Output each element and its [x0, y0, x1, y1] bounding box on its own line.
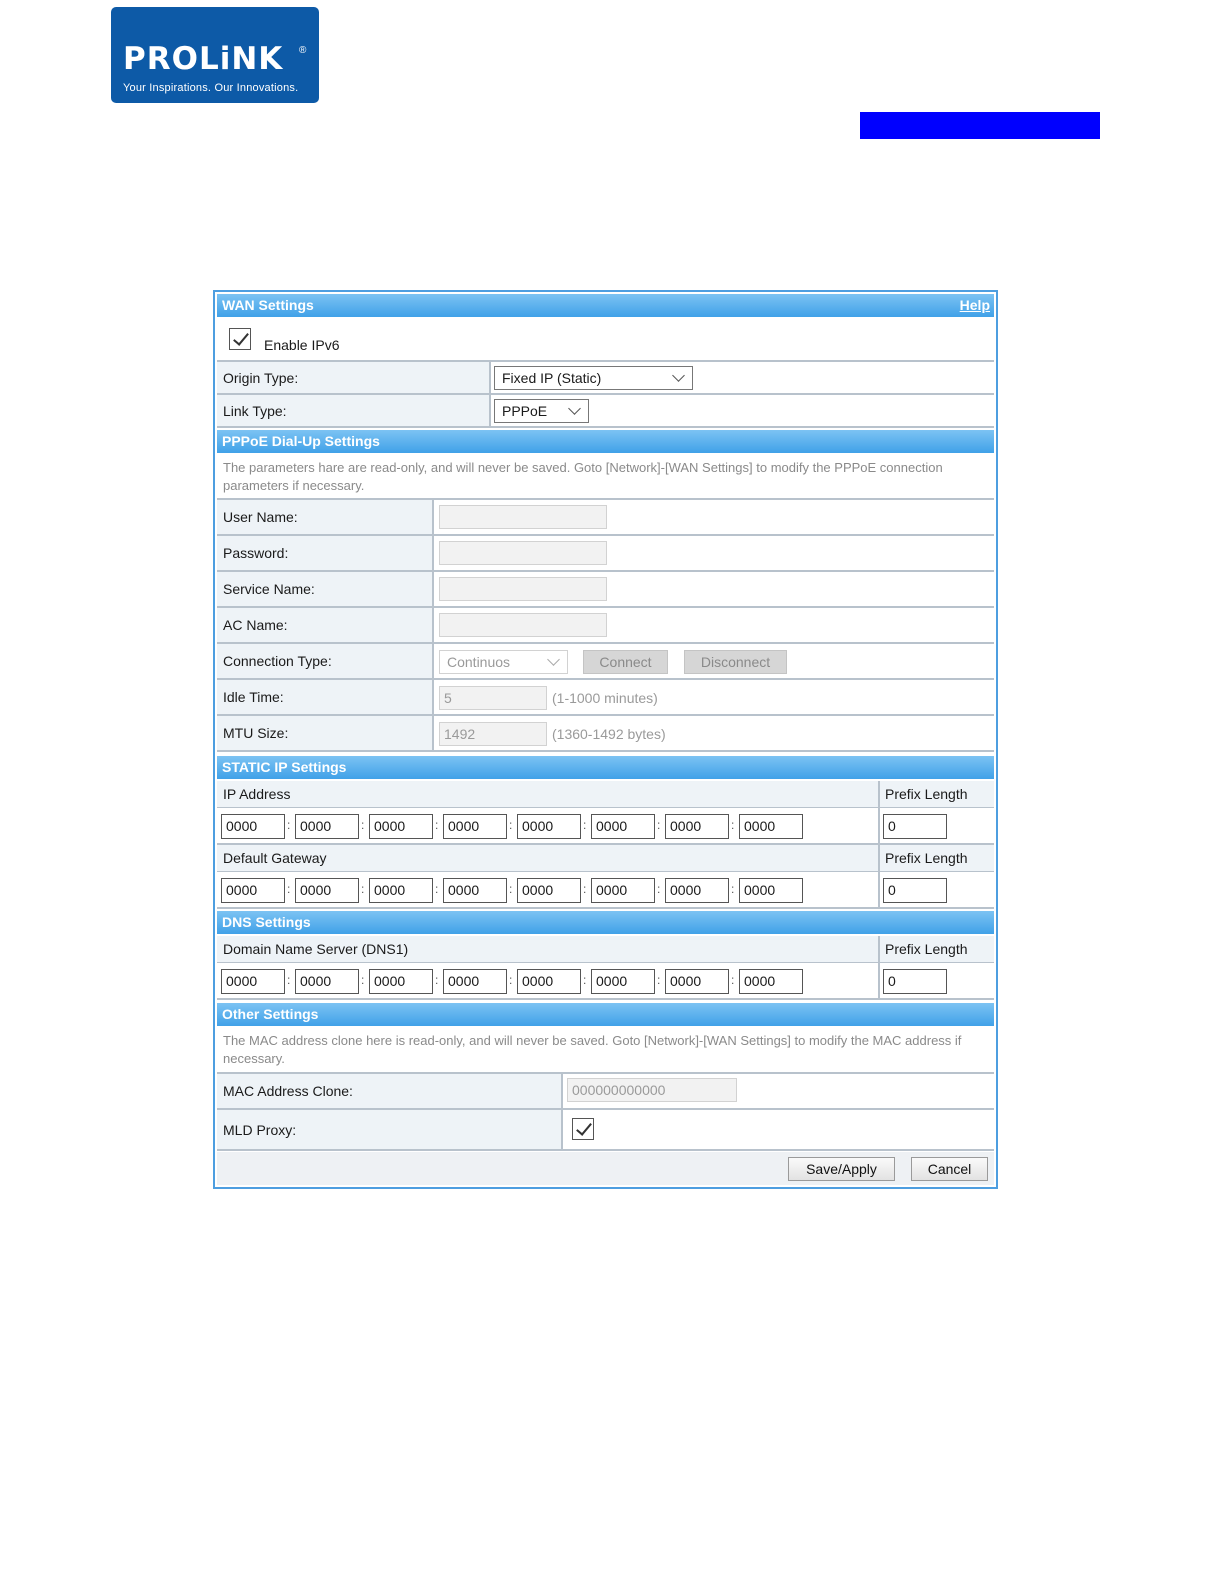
section-title: DNS Settings	[222, 914, 311, 930]
gateway-prefix-length-label: Prefix Length	[878, 845, 999, 871]
mac-clone-field[interactable]: 000000000000	[567, 1078, 737, 1102]
prolink-logo	[111, 7, 319, 103]
mac-readonly-note: The MAC address clone here is read-only, and will never be saved. Goto [Network]-[WAN Settings] to modify the MAC address if necessary.	[217, 1028, 994, 1074]
idle-time-hint: (1-1000 minutes)	[552, 690, 658, 706]
gateway-segment-2[interactable]: 0000	[295, 878, 359, 903]
dns1-fields: 0000 : 0000 : 0000 : 0000 : 0000 : 0000 : 0000 : 0000 0	[217, 963, 994, 1000]
section-header-wan-settings	[217, 294, 994, 317]
ip-address-segment-2[interactable]: 0000	[295, 814, 359, 839]
ip-address-segment-5[interactable]: 0000	[517, 814, 581, 839]
origin-type-select[interactable]	[494, 366, 693, 390]
dns1-segment-4[interactable]: 0000	[443, 969, 507, 994]
dns-prefix-length-field[interactable]: 0	[883, 969, 947, 994]
ip-address-segment-3[interactable]: 0000	[369, 814, 433, 839]
ac-name-field[interactable]	[439, 613, 607, 637]
mac-clone-label: MAC Address Clone:	[217, 1074, 563, 1108]
ip-address-segment-4[interactable]: 0000	[443, 814, 507, 839]
connection-type-value: Continuos	[447, 654, 511, 670]
cancel-button[interactable]: Cancel	[911, 1157, 988, 1181]
gateway-segment-8[interactable]: 0000	[739, 878, 803, 903]
chevron-down-icon	[672, 369, 685, 382]
section-title: Other Settings	[222, 1006, 319, 1022]
idle-time-label: Idle Time:	[217, 680, 434, 714]
save-apply-button[interactable]: Save/Apply	[788, 1157, 895, 1181]
origin-type-value: Fixed IP (Static)	[502, 370, 602, 386]
highlight-bar	[860, 112, 1100, 139]
section-header-other	[217, 1003, 994, 1026]
ip-prefix-length-label: Prefix Length	[878, 781, 999, 807]
gateway-segment-3[interactable]: 0000	[369, 878, 433, 903]
ac-name-row	[217, 608, 994, 644]
mtu-size-field[interactable]: 1492	[439, 722, 547, 746]
gateway-segment-7[interactable]: 0000	[665, 878, 729, 903]
section-header-pppoe	[217, 430, 994, 453]
gateway-segment-1[interactable]: 0000	[221, 878, 285, 903]
chevron-down-icon	[547, 653, 560, 666]
dns1-segment-1[interactable]: 0000	[221, 969, 285, 994]
dns1-segment-3[interactable]: 0000	[369, 969, 433, 994]
enable-ipv6-checkbox[interactable]	[229, 328, 251, 350]
link-type-label: Link Type:	[217, 395, 491, 426]
mac-clone-row	[217, 1074, 994, 1110]
ip-address-segment-6[interactable]: 0000	[591, 814, 655, 839]
ac-name-label: AC Name:	[217, 608, 434, 642]
gateway-segment-4[interactable]: 0000	[443, 878, 507, 903]
connection-type-select[interactable]	[439, 650, 568, 674]
mld-proxy-label: MLD Proxy:	[217, 1110, 563, 1149]
user-name-row	[217, 500, 994, 536]
connection-type-row	[217, 644, 994, 680]
dns-grid	[217, 936, 994, 1000]
dns-prefix-length-label: Prefix Length	[878, 936, 999, 962]
logo-wordmark: PROLiNK	[123, 41, 284, 77]
dns1-segment-8[interactable]: 0000	[739, 969, 803, 994]
user-name-label: User Name:	[217, 500, 434, 534]
logo-tagline: Your Inspirations. Our Innovations.	[123, 82, 299, 94]
ip-address-segment-7[interactable]: 0000	[665, 814, 729, 839]
link-type-row	[217, 395, 994, 428]
enable-ipv6-row	[217, 320, 994, 362]
link-type-select[interactable]	[494, 399, 589, 423]
dns1-segment-5[interactable]: 0000	[517, 969, 581, 994]
dns1-segment-7[interactable]: 0000	[665, 969, 729, 994]
dns1-label: Domain Name Server (DNS1)	[223, 941, 409, 957]
password-row	[217, 536, 994, 572]
gateway-segment-6[interactable]: 0000	[591, 878, 655, 903]
dns1-segment-6[interactable]: 0000	[591, 969, 655, 994]
chevron-down-icon	[568, 402, 581, 415]
service-name-field[interactable]	[439, 577, 607, 601]
origin-type-label: Origin Type:	[217, 362, 491, 393]
disconnect-button[interactable]: Disconnect	[684, 650, 787, 674]
static-ip-grid	[217, 781, 994, 909]
connect-button[interactable]: Connect	[583, 650, 668, 674]
ip-address-fields: 0000 : 0000 : 0000 : 0000 : 0000 : 0000 : 0000 : 0000 0	[217, 808, 994, 845]
dns1-header	[217, 936, 994, 963]
origin-type-row	[217, 362, 994, 395]
section-header-dns	[217, 911, 994, 934]
section-title: WAN Settings	[222, 297, 314, 313]
gateway-prefix-length-field[interactable]: 0	[883, 878, 947, 903]
user-name-field[interactable]	[439, 505, 607, 529]
section-title: PPPoE Dial-Up Settings	[222, 433, 380, 449]
mtu-size-row	[217, 716, 994, 752]
idle-time-row	[217, 680, 994, 716]
password-field[interactable]	[439, 541, 607, 565]
enable-ipv6-label: Enable IPv6	[264, 337, 340, 353]
ip-address-segment-8[interactable]: 0000	[739, 814, 803, 839]
ip-address-segment-1[interactable]: 0000	[221, 814, 285, 839]
link-type-value: PPPoE	[502, 403, 548, 419]
idle-time-field[interactable]: 5	[439, 686, 547, 710]
password-label: Password:	[217, 536, 434, 570]
dns1-segment-2[interactable]: 0000	[295, 969, 359, 994]
ip-address-header	[217, 781, 994, 808]
gateway-segment-5[interactable]: 0000	[517, 878, 581, 903]
help-link[interactable]: Help	[959, 297, 990, 313]
mld-proxy-checkbox[interactable]	[572, 1118, 594, 1140]
logo-registered-mark: ®	[299, 45, 307, 56]
connection-type-label: Connection Type:	[217, 644, 434, 678]
default-gateway-header	[217, 845, 994, 872]
service-name-label: Service Name:	[217, 572, 434, 606]
ip-prefix-length-field[interactable]: 0	[883, 814, 947, 839]
section-header-static-ip	[217, 756, 994, 779]
section-title: STATIC IP Settings	[222, 759, 347, 775]
mtu-size-label: MTU Size:	[217, 716, 434, 750]
panel-footer	[217, 1152, 994, 1185]
service-name-row	[217, 572, 994, 608]
default-gateway-fields: 0000 : 0000 : 0000 : 0000 : 0000 : 0000 : 0000 : 0000 0	[217, 872, 994, 909]
pppoe-readonly-note: The parameters hare are read-only, and will never be saved. Goto [Network]-[WAN Settings] to modify the PPPoE connection parameters if necessary.	[217, 455, 994, 500]
mtu-size-hint: (1360-1492 bytes)	[552, 726, 666, 742]
default-gateway-label: Default Gateway	[223, 850, 327, 866]
ip-address-label: IP Address	[223, 786, 291, 802]
wan-settings-panel	[213, 290, 998, 1189]
mld-proxy-row	[217, 1110, 994, 1151]
